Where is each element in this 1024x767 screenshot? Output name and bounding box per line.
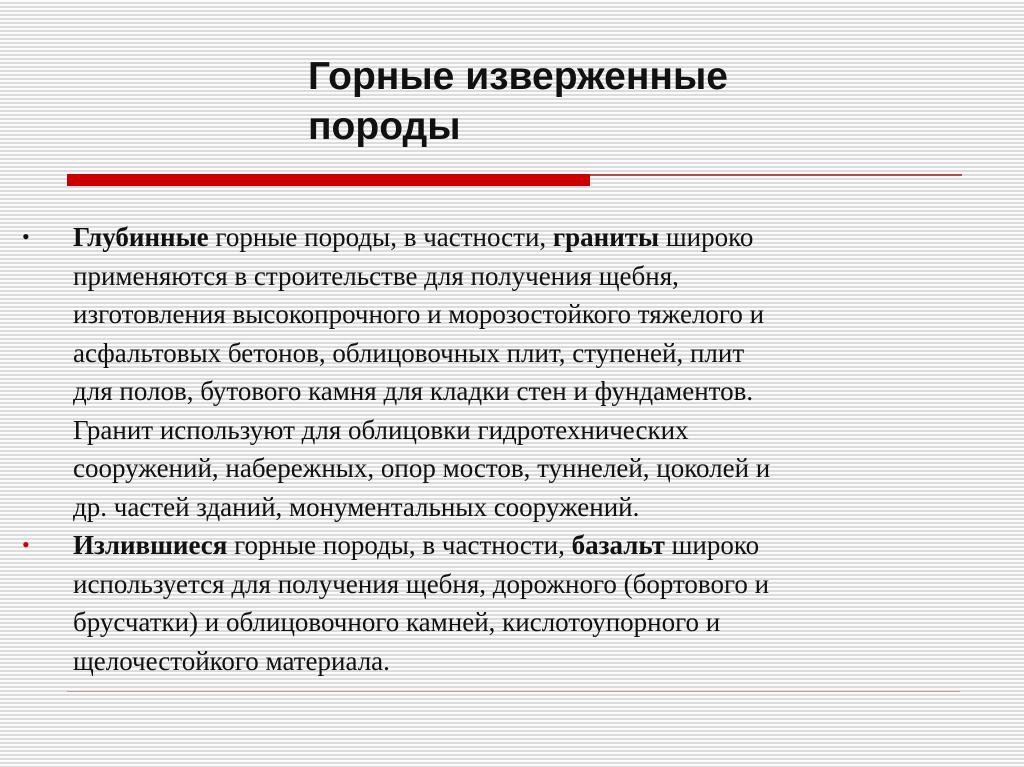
text-line: асфальтовых бетонов, облицовочных плит, ступеней, плит bbox=[73, 337, 745, 368]
text: горные породы, в частности, bbox=[208, 222, 553, 252]
bullet-marker: • bbox=[22, 532, 30, 557]
term-granite: граниты bbox=[552, 222, 660, 252]
text-line: щелочестойкого материала. bbox=[73, 645, 390, 676]
text-line: используется для получения щебня, дорожного (бортового и bbox=[73, 568, 770, 599]
bullet-marker: • bbox=[22, 224, 30, 249]
term-basalt: базальт bbox=[571, 530, 665, 560]
title-line-2: породы bbox=[308, 105, 461, 148]
text-line: изготовления высокопрочного и морозостойкого тяжелого и bbox=[73, 299, 765, 329]
text: горные породы, в частности, bbox=[227, 530, 572, 560]
text-line: др. частей зданий, монументальных сооружений. bbox=[73, 491, 640, 522]
bullet-1-first-line bbox=[73, 218, 753, 257]
term-intrusive: Глубинные bbox=[73, 222, 209, 252]
text-line: брусчатки) и облицовочного камней, кислотоупорного и bbox=[73, 607, 721, 637]
slide-title bbox=[308, 52, 728, 152]
red-accent-bar bbox=[67, 174, 590, 186]
term-extrusive: Излившиеся bbox=[73, 530, 228, 560]
text-line: для полов, бутового камня для кладки стен и фундаментов. bbox=[73, 376, 754, 406]
text: широко bbox=[664, 530, 760, 560]
bottom-divider-line bbox=[67, 691, 960, 692]
title-divider-line bbox=[590, 174, 962, 176]
title-line-1: Горные изверженные bbox=[308, 55, 728, 98]
text-line: применяются в строительстве для получения щебня, bbox=[73, 260, 679, 291]
text: широко bbox=[659, 222, 754, 252]
bullet-2-first-line bbox=[73, 526, 759, 565]
text-line: сооружений, набережных, опор мостов, туннелей, цоколей и bbox=[73, 453, 771, 483]
text-line: Гранит используют для облицовки гидротехнических bbox=[73, 414, 689, 445]
